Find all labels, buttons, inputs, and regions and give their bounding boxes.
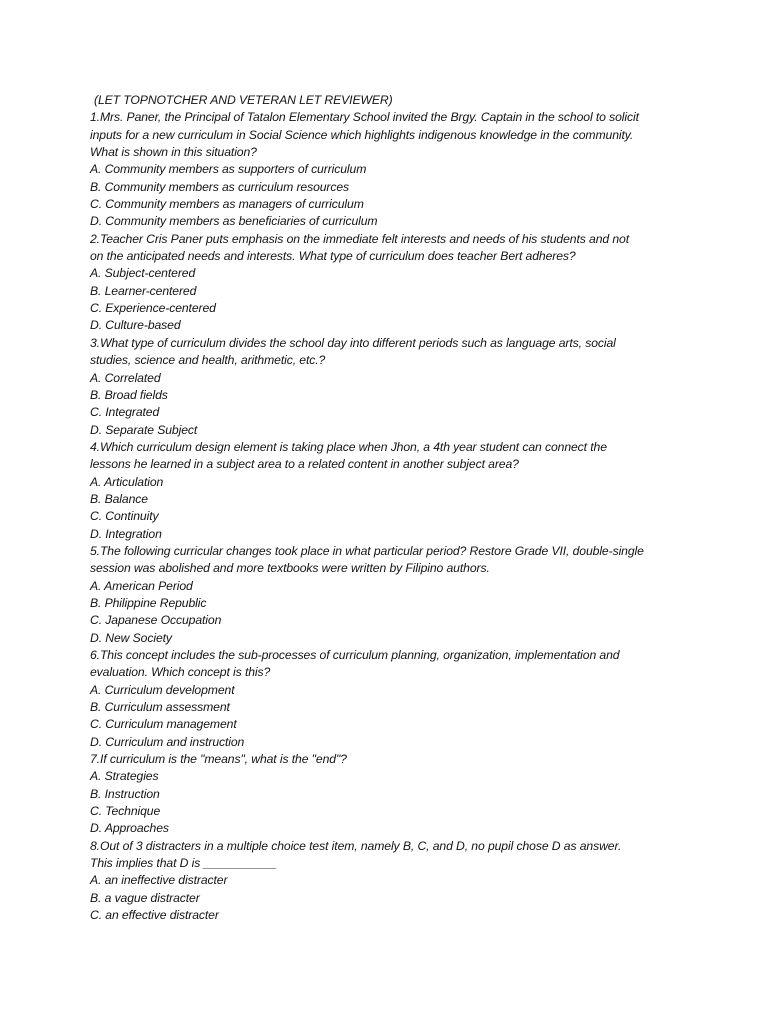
question-7-option-d: D. Approaches	[90, 821, 169, 836]
question-6	[90, 647, 730, 751]
question-7-option-c: C. Technique	[90, 804, 161, 819]
question-4	[90, 439, 730, 543]
question-3-option-c: C. Integrated	[90, 405, 160, 420]
question-8-text-line-1: 8.Out of 3 distracters in a multiple choice test item, namely B, C, and D, no pupil chose D as answer.	[90, 838, 622, 853]
question-1-option-d: D. Community members as beneficiaries of curriculum	[90, 214, 378, 229]
question-3	[90, 335, 730, 439]
question-4-option-c: C. Continuity	[90, 509, 159, 524]
question-2-option-c: C. Experience-centered	[90, 301, 216, 316]
question-1-option-b: B. Community members as curriculum resources	[90, 179, 350, 194]
question-5-text-line-2: session was abolished and more textbooks were written by Filipino authors.	[90, 561, 490, 576]
question-2-option-a: A. Subject-centered	[90, 266, 196, 281]
question-4-text-line-1: 4.Which curriculum design element is taking place when Jhon, a 4th year student can connect the	[90, 439, 607, 454]
question-7-option-b: B. Instruction	[90, 786, 160, 801]
question-5-option-b: B. Philippine Republic	[90, 595, 207, 610]
question-1-option-a: A. Community members as supporters of curriculum	[90, 162, 367, 177]
question-1-text-line-3: What is shown in this situation?	[90, 145, 257, 160]
question-1-text-line-1: 1.Mrs. Paner, the Principal of Tatalon Elementary School invited the Brgy. Captain in the school to solicit	[90, 110, 639, 125]
question-3-text-line-1: 3.What type of curriculum divides the school day into different periods such as language arts, social	[90, 335, 616, 350]
question-3-option-d: D. Separate Subject	[90, 422, 198, 437]
question-8-option-b: B. a vague distracter	[90, 890, 200, 905]
document-header: (LET TOPNOTCHER AND VETERAN LET REVIEWER)	[94, 93, 393, 107]
question-2-text-line-2: on the anticipated needs and interests. What type of curriculum does teacher Bert adheres?	[90, 249, 576, 264]
question-3-option-a: A. Correlated	[90, 370, 161, 385]
question-2-option-b: B. Learner-centered	[90, 283, 197, 298]
question-5	[90, 543, 730, 647]
question-6-text-line-2: evaluation. Which concept is this?	[90, 665, 271, 680]
question-4-text-line-2: lessons he learned in a subject area to a related content in another subject area?	[90, 457, 519, 472]
question-8	[90, 838, 730, 925]
question-8-text-line-2: This implies that D is ___________	[90, 856, 277, 871]
question-7-option-a: A. Strategies	[90, 769, 159, 784]
question-2	[90, 231, 730, 335]
question-2-text-line-1: 2.Teacher Cris Paner puts emphasis on the immediate felt interests and needs of his students and not	[90, 231, 629, 246]
question-3-option-b: B. Broad fields	[90, 387, 168, 402]
question-6-text-line-1: 6.This concept includes the sub-processes of curriculum planning, organization, implementation and	[90, 648, 620, 662]
question-1	[90, 109, 730, 230]
question-2-option-d: D. Culture-based	[90, 318, 181, 333]
question-3-text-line-2: studies, science and health, arithmetic, etc.?	[90, 353, 326, 368]
question-5-option-a: A. American Period	[90, 578, 193, 593]
question-4-option-a: A. Articulation	[90, 474, 164, 489]
question-1-text-line-2: inputs for a new curriculum in Social Science which highlights indigenous knowledge in the community.	[90, 127, 634, 142]
question-6-option-a: A. Curriculum development	[90, 682, 235, 697]
document-page	[90, 92, 730, 925]
question-5-text-line-1: 5.The following curricular changes took place in what particular period? Restore Grade VII, double-single	[90, 543, 644, 558]
question-7	[90, 751, 730, 838]
question-8-option-c: C. an effective distracter	[90, 908, 219, 923]
question-5-option-c: C. Japanese Occupation	[90, 613, 222, 628]
question-7-text-line-1: 7.If curriculum is the "means", what is the "end"?	[90, 752, 347, 767]
question-6-option-c: C. Curriculum management	[90, 717, 237, 732]
question-6-option-d: D. Curriculum and instruction	[90, 734, 245, 749]
question-8-option-a: A. an ineffective distracter	[90, 873, 228, 888]
question-1-option-c: C. Community members as managers of curriculum	[90, 197, 364, 212]
question-5-option-d: D. New Society	[90, 630, 172, 645]
question-6-option-b: B. Curriculum assessment	[90, 700, 230, 715]
question-4-option-d: D. Integration	[90, 526, 162, 541]
question-4-option-b: B. Balance	[90, 491, 148, 506]
